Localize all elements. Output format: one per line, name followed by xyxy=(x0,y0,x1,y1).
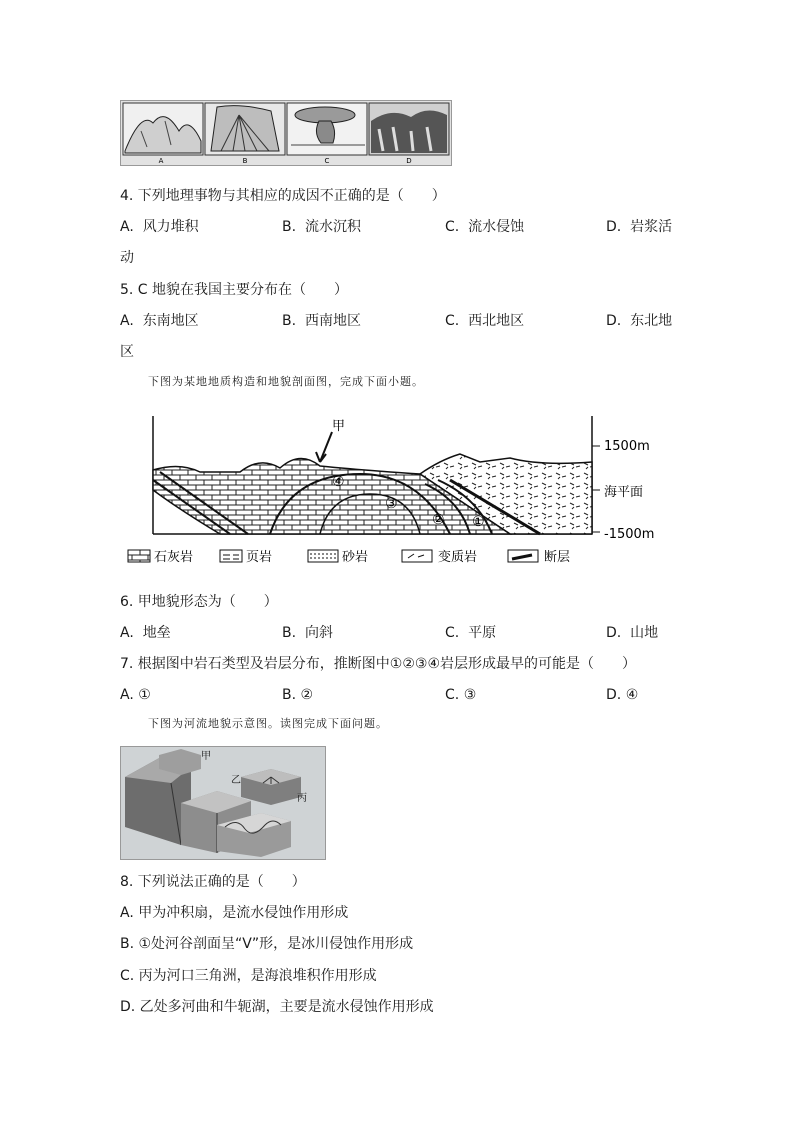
panel-b-fan xyxy=(205,103,285,155)
legend-shale: 页岩 xyxy=(246,550,273,565)
q4-option-a[interactable] xyxy=(120,217,199,237)
legend-limestone: 石灰岩 xyxy=(154,550,194,565)
panel-a-dunes xyxy=(123,103,203,155)
option-text: 流水沉积 xyxy=(304,219,361,235)
q8-stem: 8. 下列说法正确的是（ ） xyxy=(120,874,306,890)
q5-stem: 5. C 地貌在我国主要分布在（ ） xyxy=(120,282,349,298)
jia-marker: 甲 xyxy=(332,419,346,434)
q4-option-b[interactable] xyxy=(282,217,361,237)
q5-option-d[interactable] xyxy=(606,311,672,331)
option-text: 风力堆积 xyxy=(142,219,199,235)
q7-option-b[interactable] xyxy=(282,685,313,705)
q8-option-a[interactable]: A. 甲为冲积扇，是流水侵蚀作用形成 xyxy=(120,905,349,921)
q4-option-d[interactable] xyxy=(606,217,672,237)
river-label-yi: 乙 xyxy=(231,775,241,786)
elev-bottom-label: -1500m xyxy=(604,527,655,542)
river-figure xyxy=(120,746,326,860)
panel-label-a: A xyxy=(158,157,164,165)
option-letter: B. xyxy=(282,625,297,641)
q7-option-c[interactable] xyxy=(445,685,476,705)
q5-option-a[interactable] xyxy=(120,311,199,331)
landform-figure xyxy=(120,100,452,166)
option-letter: D. xyxy=(606,687,622,703)
q7-stem: 7. 根据图中岩石类型及岩层分布，推断图中①②③④岩层形成最早的可能是（ ） xyxy=(120,656,637,672)
layer-label-1: ① xyxy=(472,514,485,530)
q7-option-d[interactable] xyxy=(606,685,638,705)
option-text: ③ xyxy=(463,687,477,703)
legend xyxy=(128,549,570,565)
legend-fault: 断层 xyxy=(544,550,571,565)
option-text: 山地 xyxy=(630,625,659,641)
option-text: 向斜 xyxy=(304,625,333,641)
option-letter: C. xyxy=(445,313,460,329)
q8-option-d[interactable]: D. 乙处多河曲和牛轭湖，主要是流水侵蚀作用形成 xyxy=(120,999,434,1015)
legend-metamorphic-swatch xyxy=(402,550,432,562)
q4-option-d-wrap: 动 xyxy=(120,250,134,266)
geology-figure xyxy=(120,410,680,570)
q6-stem: 6. 甲地貌形态为（ ） xyxy=(120,594,278,610)
q4-stem: 4. 下列地理事物与其相应的成因不正确的是（ ） xyxy=(120,188,446,204)
layer-label-2: ② xyxy=(432,512,445,528)
option-letter: B. xyxy=(282,219,297,235)
panel-label-b: B xyxy=(242,157,248,165)
option-letter: A. xyxy=(120,687,134,703)
option-letter: C. xyxy=(445,625,460,641)
elev-top-label: 1500m xyxy=(604,439,650,454)
panel-label-d: D xyxy=(406,157,412,165)
sea-level-label: 海平面 xyxy=(604,485,644,500)
panel-label-c: C xyxy=(324,157,330,165)
river-figure-svg xyxy=(121,747,325,859)
q5-option-c[interactable] xyxy=(445,311,524,331)
option-letter: D. xyxy=(606,219,622,235)
legend-shale-swatch xyxy=(220,550,242,562)
q5-option-d-wrap: 区 xyxy=(120,344,134,360)
layer-label-3: ③ xyxy=(385,496,398,512)
option-letter: C. xyxy=(445,219,460,235)
river-label-bing: 丙 xyxy=(297,793,307,804)
option-text: ④ xyxy=(625,687,639,703)
q8-option-c[interactable]: C. 丙为河口三角洲，是海浪堆积作用形成 xyxy=(120,968,377,984)
q6-option-b[interactable] xyxy=(282,623,333,643)
option-letter: B. xyxy=(282,687,297,703)
option-text: ① xyxy=(138,687,151,703)
option-letter: A. xyxy=(120,625,134,641)
option-letter: A. xyxy=(120,313,134,329)
panel-d-karst xyxy=(369,103,449,155)
option-text: 东北地 xyxy=(630,313,673,329)
geology-intro: 下图为某地地质构造和地貌剖面图，完成下面小题。 xyxy=(148,375,424,388)
option-letter: A. xyxy=(120,219,134,235)
legend-metamorphic: 变质岩 xyxy=(438,550,478,565)
landform-figure-svg xyxy=(121,101,451,165)
option-text: 地垒 xyxy=(142,625,171,641)
q6-option-d[interactable] xyxy=(606,623,658,643)
option-text: 流水侵蚀 xyxy=(468,219,525,235)
option-text: 平原 xyxy=(468,625,497,641)
q7-option-a[interactable] xyxy=(120,685,151,705)
option-letter: C. xyxy=(445,687,460,703)
option-text: 岩浆活 xyxy=(630,219,673,235)
q6-option-a[interactable] xyxy=(120,623,171,643)
q4-option-c[interactable] xyxy=(445,217,524,237)
q8-option-b[interactable]: B. ①处河谷剖面呈“V”形，是冰川侵蚀作用形成 xyxy=(120,936,414,952)
q6-option-c[interactable] xyxy=(445,623,496,643)
option-letter: D. xyxy=(606,313,622,329)
q5-option-b[interactable] xyxy=(282,311,361,331)
layer-label-4: ④ xyxy=(332,474,345,490)
option-text: 西北地区 xyxy=(468,313,525,329)
river-label-jia: 甲 xyxy=(201,751,211,762)
legend-limestone-swatch xyxy=(128,550,150,562)
option-text: 东南地区 xyxy=(142,313,199,329)
geology-figure-svg xyxy=(120,410,680,570)
option-letter: B. xyxy=(282,313,297,329)
legend-sandstone: 砂岩 xyxy=(342,550,369,565)
river-intro: 下图为河流地貌示意图。读图完成下面问题。 xyxy=(148,717,388,730)
legend-sandstone-swatch xyxy=(308,550,338,562)
panel-c-mushroom-rock xyxy=(287,103,367,155)
option-letter: D. xyxy=(606,625,622,641)
option-text: 西南地区 xyxy=(304,313,361,329)
option-text: ② xyxy=(300,687,314,703)
